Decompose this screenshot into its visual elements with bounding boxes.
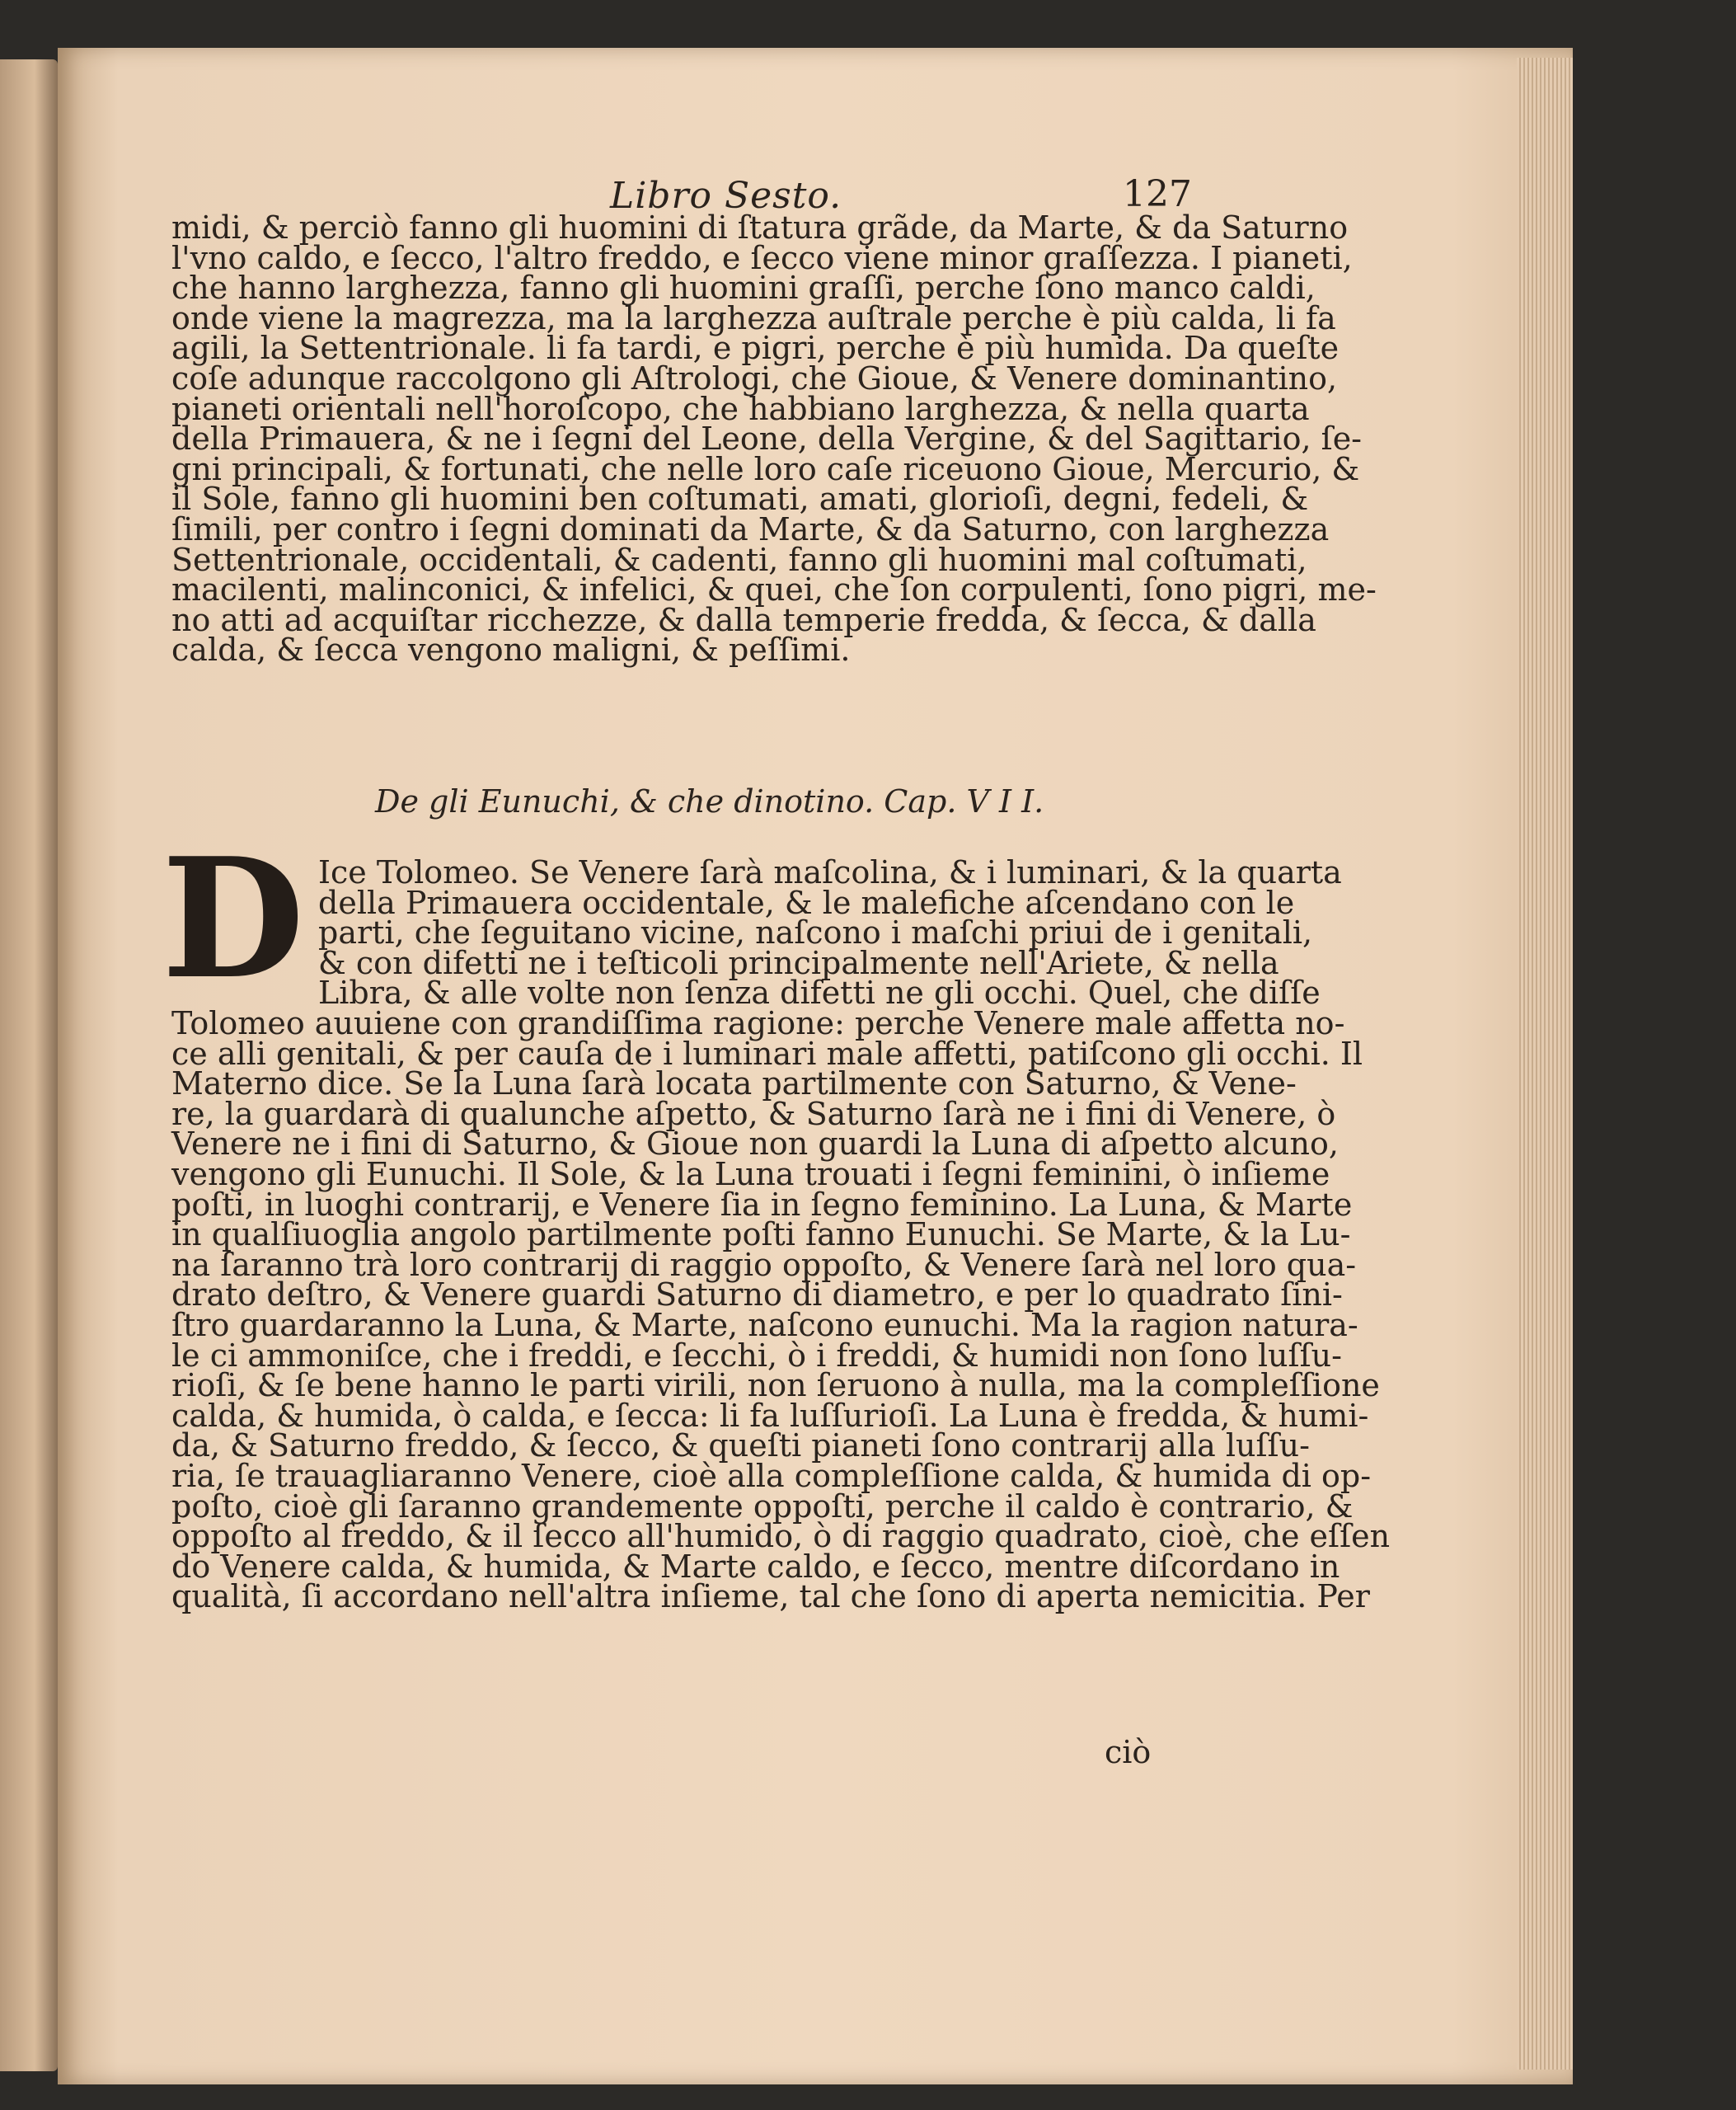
text-line: l'vno caldo, e ſecco, l'altro freddo, e ſecco viene minor graſſezza. I pianeti,: [171, 239, 1353, 276]
drop-cap: D: [162, 822, 305, 1016]
text-line: in qualſiuoglia angolo partilmente poſti fanno Eunuchi. Se Marte, & la Lu-: [171, 1216, 1351, 1253]
text-line: parti, che ſeguitano vicine, naſcono i maſchi priui de i genitali,: [318, 914, 1313, 952]
text-line: della Primauera occidentale, & le malefiche aſcendano con le: [318, 884, 1295, 921]
text-line: pianeti orientali nell'horoſcopo, che habbiano larghezza, & nella quarta: [171, 390, 1310, 427]
text-line: ria, ſe trauagliaranno Venere, cioè alla compleſſione calda, & humida di op-: [171, 1457, 1372, 1494]
page-number: 127: [1123, 173, 1192, 215]
paragraph-1: [171, 209, 1377, 669]
text-line: poſto, cioè gli ſaranno grandemente oppoſti, perche il caldo è contrario, &: [171, 1487, 1354, 1525]
text-line: & con difetti ne i teſticoli principalmente nell'Ariete, & nella: [318, 944, 1279, 981]
chapter-heading: De gli Eunuchi, & che dinotino. Cap. V I I.: [375, 783, 1044, 820]
text-line: Venere ne i fini di Saturno, & Gioue non guardi la Luna di aſpetto alcuno,: [171, 1125, 1339, 1163]
running-title: Libro Sesto.: [610, 175, 842, 217]
text-line: qualità, ſi accordano nell'altra inſieme, tal che ſono di aperta nemicitia. Per: [171, 1578, 1370, 1615]
text-line: ſtro guardaranno la Luna, & Marte, naſcono eunuchi. Ma la ragion natura-: [171, 1306, 1358, 1343]
text-line: agili, la Settentrionale. li fa tardi, e pigri, perche è più humida. Da queſte: [171, 330, 1340, 367]
text-line: della Primauera, & ne i ſegni del Leone, della Vergine, & del Sagittario, ſe-: [171, 421, 1363, 458]
text-line: da, & Saturno freddo, & ſecco, & queſti pianeti ſono contrarij alla luſſu-: [171, 1427, 1310, 1464]
text-line: Tolomeo auuiene con grandiſſima ragione: perche Venere male affetta no-: [171, 1005, 1345, 1041]
text-line: ce alli genitali, & per cauſa de i luminari male affetti, patiſcono gli occhi. Il: [171, 1035, 1363, 1072]
paragraph-2-indented: [318, 854, 1342, 1012]
text-line: calda, & humida, ò calda, e ſecca: li fa luſſurioſi. La Luna è fredda, & humi-: [171, 1397, 1369, 1434]
text-line: che hanno larghezza, fanno gli huomini graſſi, perche ſono manco caldi,: [171, 270, 1316, 307]
text-line: Libra, & alle volte non ſenza difetti ne gli occhi. Quel, che diſſe: [318, 975, 1321, 1012]
text-line: do Venere calda, & humida, & Marte caldo, e ſecco, mentre diſcordano in: [171, 1548, 1340, 1585]
text-line: coſe adunque raccolgono gli Aſtrologi, che Gioue, & Venere dominantino,: [171, 359, 1338, 397]
text-line: macilenti, malinconici, & infelici, & quei, che ſon corpulenti, ſono pigri, me-: [171, 571, 1377, 609]
text-line: no atti ad acquiſtar ricchezze, & dalla temperie fredda, & ſecca, & dalla: [171, 601, 1316, 638]
text-line: ſimili, per contro i ſegni dominati da Marte, & da Saturno, con larghezza: [171, 510, 1330, 547]
text-line: il Sole, fanno gli huomini ben coſtumati, amati, glorioſi, degni, fedeli, &: [171, 481, 1309, 518]
text-line: Materno dice. Se la Luna ſarà locata partilmente con Saturno, & Vene-: [171, 1065, 1297, 1102]
text-line: vengono gli Eunuchi. Il Sole, & la Luna trouati i ſegni feminini, ò inſieme: [171, 1155, 1330, 1192]
paragraph-2: [171, 1005, 1391, 1615]
catchword: ciò: [1105, 1734, 1152, 1770]
text-line: onde viene la magrezza, ma la larghezza auſtrale perche è più calda, li fa: [171, 299, 1336, 336]
text-line: calda, & ſecca vengono maligni, & peſſimi.: [171, 632, 851, 669]
text-line: midi, & perciò fanno gli huomini di ſtatura grãde, da Marte, & da Saturno: [171, 209, 1349, 246]
text-line: oppoſto al freddo, & il ſecco all'humido, ò di raggio quadrato, cioè, che eſſen: [171, 1518, 1391, 1555]
text-line: drato deſtro, & Venere guardi Saturno di diametro, e per lo quadrato ſini-: [171, 1276, 1343, 1313]
page-block-edge: [1517, 58, 1573, 2070]
text-line: rioſi, & ſe bene hanno le parti virili, non ſeruono à nulla, ma la compleſſione: [171, 1367, 1380, 1404]
text-line: na ſaranno trà loro contrarij di raggio oppoſto, & Venere ſarà nel loro qua-: [171, 1246, 1357, 1283]
text-line: gni principali, & fortunati, che nelle loro caſe riceuono Gioue, Mercurio, &: [171, 450, 1360, 487]
text-line: re, la guardarà di qualunche aſpetto, & Saturno ſarà ne i fini di Venere, ò: [171, 1095, 1336, 1132]
text-line: Settentrionale, occidentali, & cadenti, fanno gli huomini mal coſtumati,: [171, 541, 1307, 578]
text-line: Ice Tolomeo. Se Venere ſarà maſcolina, & i luminari, & la quarta: [318, 854, 1342, 891]
text-line: poſti, in luoghi contrarij, e Venere ſia in ſegno feminino. La Luna, & Marte: [171, 1186, 1353, 1223]
text-line: le ci ammoniſce, che i freddi, e ſecchi, ò i freddi, & humidi non ſono luſſu-: [171, 1337, 1342, 1374]
facing-page-edge: [0, 59, 58, 2071]
